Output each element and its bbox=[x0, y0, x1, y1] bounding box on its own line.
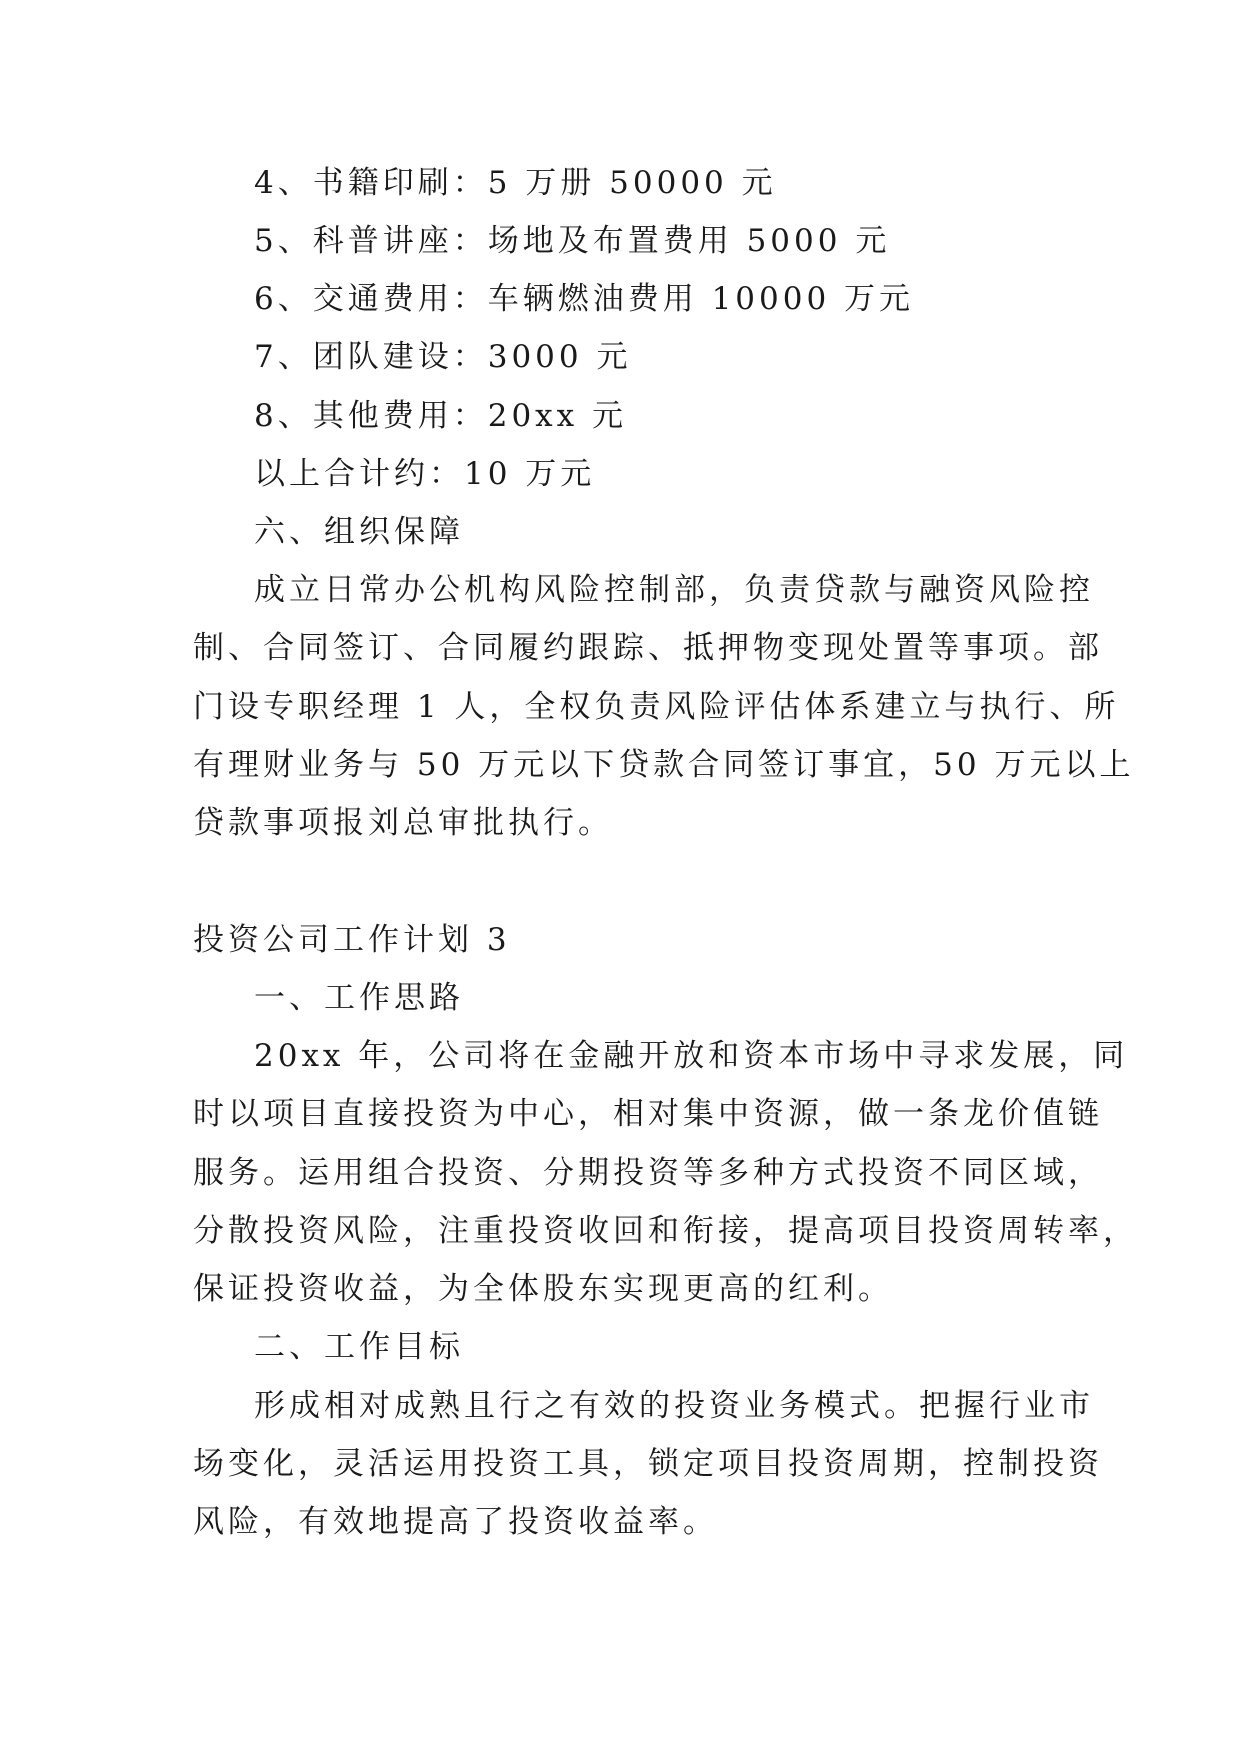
document-title: 投资公司工作计划 3 bbox=[193, 922, 511, 958]
paragraph-line: 形成相对成熟且行之有效的投资业务模式。把握行业市 bbox=[254, 1388, 1094, 1424]
paragraph-line: 分散投资风险，注重投资收回和衔接，提高项目投资周转率， bbox=[193, 1213, 1138, 1249]
budget-item-8: 8、其他费用：20xx 元 bbox=[254, 398, 627, 434]
section-heading-approach: 一、工作思路 bbox=[254, 980, 464, 1016]
budget-item-6: 6、交通费用：车辆燃油费用 10000 万元 bbox=[254, 281, 915, 317]
budget-total: 以上合计约：10 万元 bbox=[254, 456, 596, 492]
budget-item-7: 7、团队建设：3000 元 bbox=[254, 339, 632, 375]
paragraph-line: 风险，有效地提高了投资收益率。 bbox=[193, 1504, 718, 1540]
paragraph-line: 保证投资收益，为全体股东实现更高的红利。 bbox=[193, 1271, 893, 1307]
budget-item-5: 5、科普讲座：场地及布置费用 5000 元 bbox=[254, 223, 891, 259]
paragraph-line: 20xx 年，公司将在金融开放和资本市场中寻求发展，同 bbox=[254, 1038, 1129, 1074]
budget-item-4: 4、书籍印刷：5 万册 50000 元 bbox=[254, 165, 777, 201]
paragraph-line: 门设专职经理 1 人，全权负责风险评估体系建立与执行、所 bbox=[193, 689, 1120, 725]
paragraph-line: 成立日常办公机构风险控制部，负责贷款与融资风险控 bbox=[254, 572, 1094, 608]
paragraph-line: 场变化，灵活运用投资工具，锁定项目投资周期，控制投资 bbox=[193, 1446, 1103, 1482]
paragraph-line: 贷款事项报刘总审批执行。 bbox=[193, 805, 613, 841]
paragraph-line: 有理财业务与 50 万元以下贷款合同签订事宜，50 万元以上 bbox=[193, 747, 1135, 783]
paragraph-line: 制、合同签订、合同履约跟踪、抵押物变现处置等事项。部 bbox=[193, 630, 1103, 666]
section-heading-organization: 六、组织保障 bbox=[254, 514, 464, 550]
paragraph-line: 时以项目直接投资为中心，相对集中资源，做一条龙价值链 bbox=[193, 1096, 1103, 1132]
paragraph-line: 服务。运用组合投资、分期投资等多种方式投资不同区域， bbox=[193, 1155, 1103, 1191]
section-heading-goals: 二、工作目标 bbox=[254, 1329, 464, 1365]
